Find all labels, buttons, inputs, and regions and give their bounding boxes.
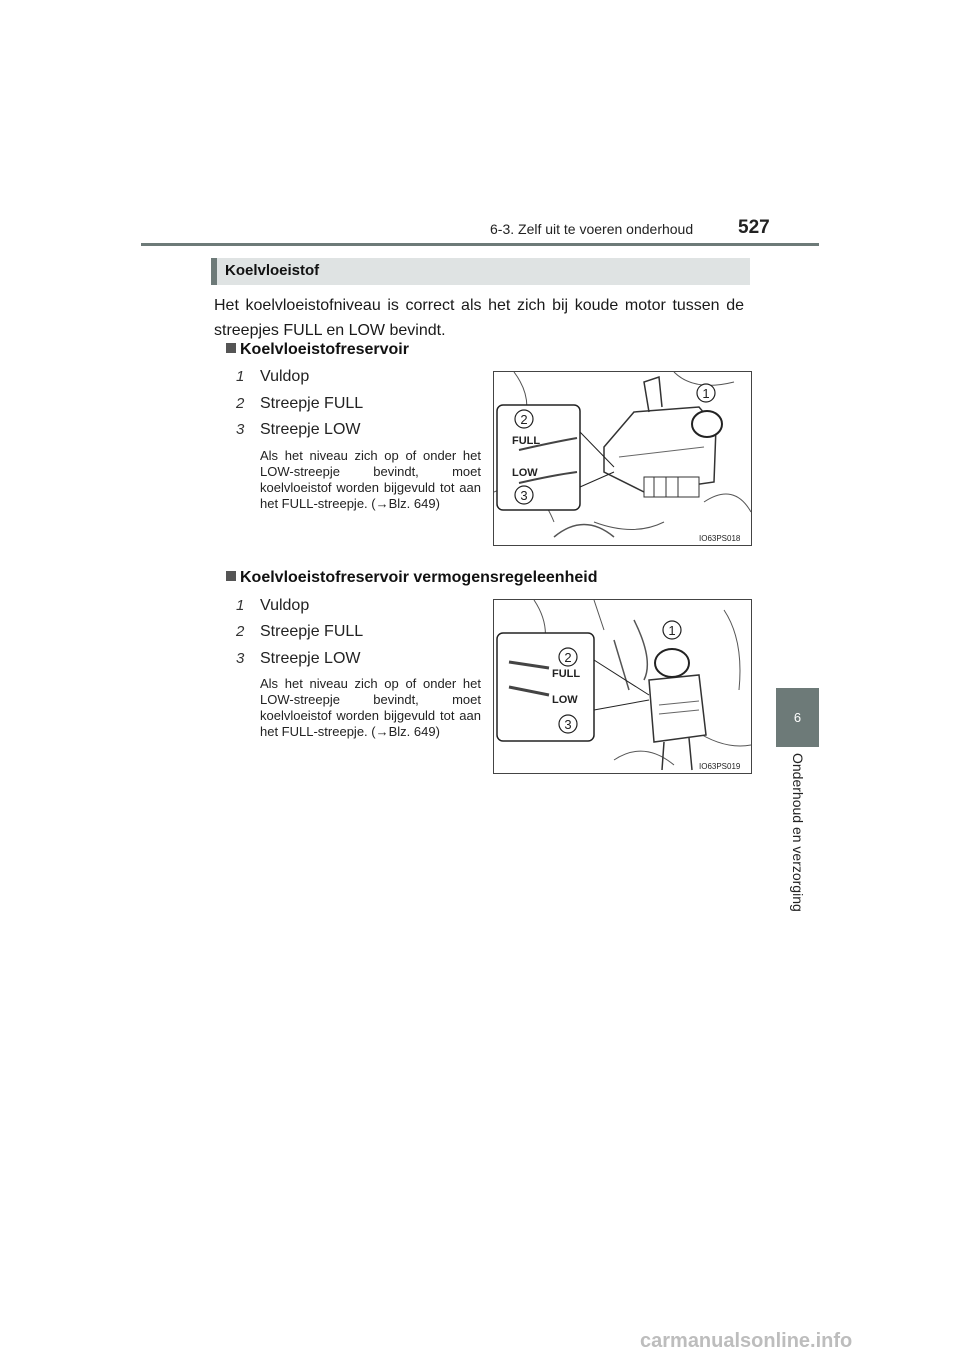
callout-3: 3 xyxy=(564,717,572,732)
square-bullet-icon xyxy=(226,343,236,353)
item-label: Vuldop xyxy=(260,597,310,614)
figure-code: IO63PS018 xyxy=(699,534,741,543)
item-number: 1 xyxy=(236,368,245,385)
chapter-title: Onderhoud en verzorging xyxy=(790,753,806,912)
callout-1: 1 xyxy=(702,386,710,401)
subheading-reservoir xyxy=(226,341,409,359)
callout-2: 2 xyxy=(520,412,528,427)
item-number: 2 xyxy=(236,395,245,412)
chapter-number: 6 xyxy=(793,710,802,725)
callout-2: 2 xyxy=(564,650,572,665)
header-rule xyxy=(141,243,819,246)
item-label: Streepje FULL xyxy=(260,395,364,412)
item-number: 1 xyxy=(236,597,245,614)
subheading-text: Koelvloeistofreservoir vermogensregeleenheid xyxy=(240,569,598,586)
item-label: Streepje LOW xyxy=(260,421,361,438)
intro-paragraph: Het koelvloeistofniveau is correct als het zich bij koude motor tussen de streepjes FULL en LOW bevindt. xyxy=(214,297,744,339)
refill-note: Als het niveau zich op of onder het LOW-streepje bevindt, moet koelvloeistof worden bijgevuld tot aan het FULL-streepje. (→Blz. 649) xyxy=(260,448,481,511)
chapter-tab[interactable] xyxy=(776,688,819,747)
full-mark: FULL xyxy=(512,435,541,447)
running-header: 6-3. Zelf uit te voeren onderhoud xyxy=(490,221,694,237)
item-label: Streepje LOW xyxy=(260,650,361,667)
power-control-reservoir-illustration xyxy=(493,599,752,774)
figure-code: IO63PS019 xyxy=(699,762,741,771)
item-number: 3 xyxy=(236,650,245,667)
callout-1: 1 xyxy=(668,623,676,638)
section-bar-accent xyxy=(211,258,217,285)
watermark: carmanualsonline.info xyxy=(640,1330,853,1352)
item-label: Vuldop xyxy=(260,368,310,385)
item-number: 2 xyxy=(236,623,245,640)
item-number: 3 xyxy=(236,421,245,438)
low-mark: LOW xyxy=(512,467,538,479)
section-title: Koelvloeistof xyxy=(225,262,320,279)
square-bullet-icon xyxy=(226,571,236,581)
refill-note: Als het niveau zich op of onder het LOW-streepje bevindt, moet koelvloeistof worden bijgevuld tot aan het FULL-streepje. (→Blz. 649) xyxy=(260,676,481,739)
subheading-text: Koelvloeistofreservoir xyxy=(240,341,409,358)
low-mark: LOW xyxy=(552,694,578,706)
full-mark: FULL xyxy=(552,668,581,680)
item-label: Streepje FULL xyxy=(260,623,364,640)
page-number: 527 xyxy=(738,217,770,238)
chapter-title-vertical xyxy=(788,753,808,938)
reservoir-illustration xyxy=(493,371,752,546)
callout-3: 3 xyxy=(520,488,528,503)
subheading-power-control-reservoir xyxy=(226,569,597,587)
